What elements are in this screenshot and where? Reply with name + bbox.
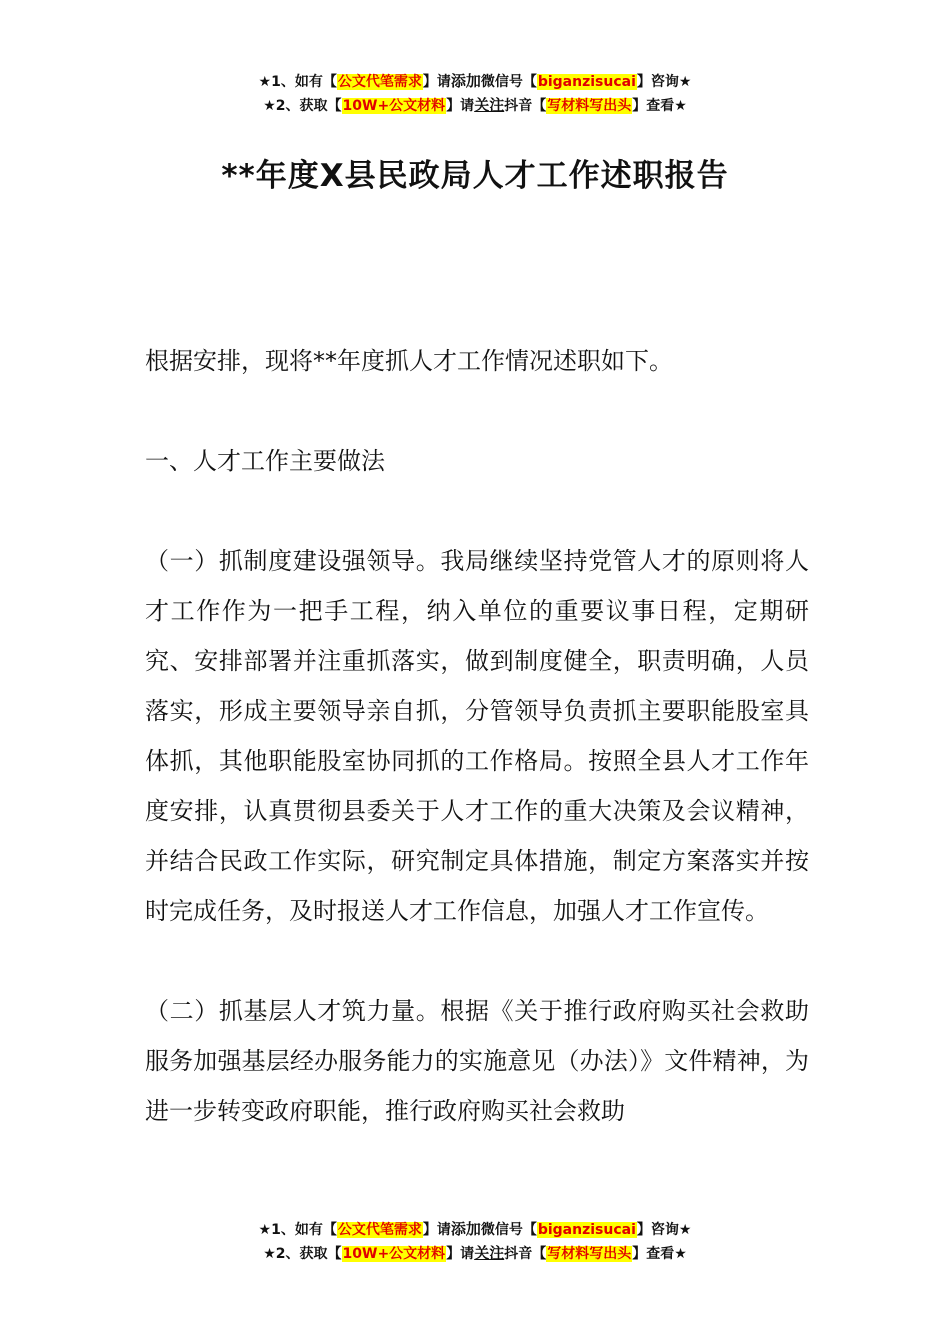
section-heading: 一、人才工作主要做法: [145, 447, 385, 475]
banner-line-1: ★1、如有【公文代笔需求】请添加微信号【biganzisucai】咨询★: [258, 1220, 692, 1238]
banner-highlight: 10W+公文材料: [342, 1246, 446, 1262]
banner-line-2: ★2、获取【10W+公文材料】请关注抖音【写材料写出头】查看★: [263, 1244, 687, 1262]
banner-highlight: 公文代笔需求: [337, 1222, 422, 1238]
document-title: **年度X县民政局人才工作述职报告: [221, 158, 729, 194]
wechat-id: biganzisucai: [537, 74, 636, 90]
wechat-id: biganzisucai: [537, 1222, 636, 1238]
banner-highlight: 10W+公文材料: [342, 98, 446, 114]
footer-banner: [0, 1218, 950, 1266]
banner-highlight: 公文代笔需求: [337, 74, 422, 90]
banner-line-2: ★2、获取【10W+公文材料】请关注抖音【写材料写出头】查看★: [263, 96, 687, 114]
body-paragraph: （一）抓制度建设强领导。我局继续坚持党管人才的原则将人才工作作为一把手工程，纳入单位的重要议事日程，定期研究、安排部署并注重抓落实，做到制度健全，职责明确，人员落实，形成主要领导亲自抓，分管领导负责抓主要职能股室具体抓，其他职能股室协同抓的工作格局。按照全县人才工作年度安排，认真贯彻县委关于人才工作的重大决策及会议精神，并结合民政工作实际，研究制定具体措施，制定方案落实并按时完成任务，及时报送人才工作信息，加强人才工作宣传。: [145, 547, 809, 925]
douyin-account: 写材料写出头: [547, 1246, 632, 1262]
header-banner: [0, 70, 950, 118]
intro-paragraph: 根据安排，现将**年度抓人才工作情况述职如下。: [145, 347, 673, 375]
document-body: [145, 336, 809, 1136]
banner-line-1: ★1、如有【公文代笔需求】请添加微信号【biganzisucai】咨询★: [258, 72, 692, 90]
body-paragraph: （二）抓基层人才筑力量。根据《关于推行政府购买社会救助服务加强基层经办服务能力的实施意见（办法）》文件精神，为进一步转变政府职能，推行政府购买社会救助: [145, 997, 809, 1125]
douyin-account: 写材料写出头: [547, 98, 632, 114]
